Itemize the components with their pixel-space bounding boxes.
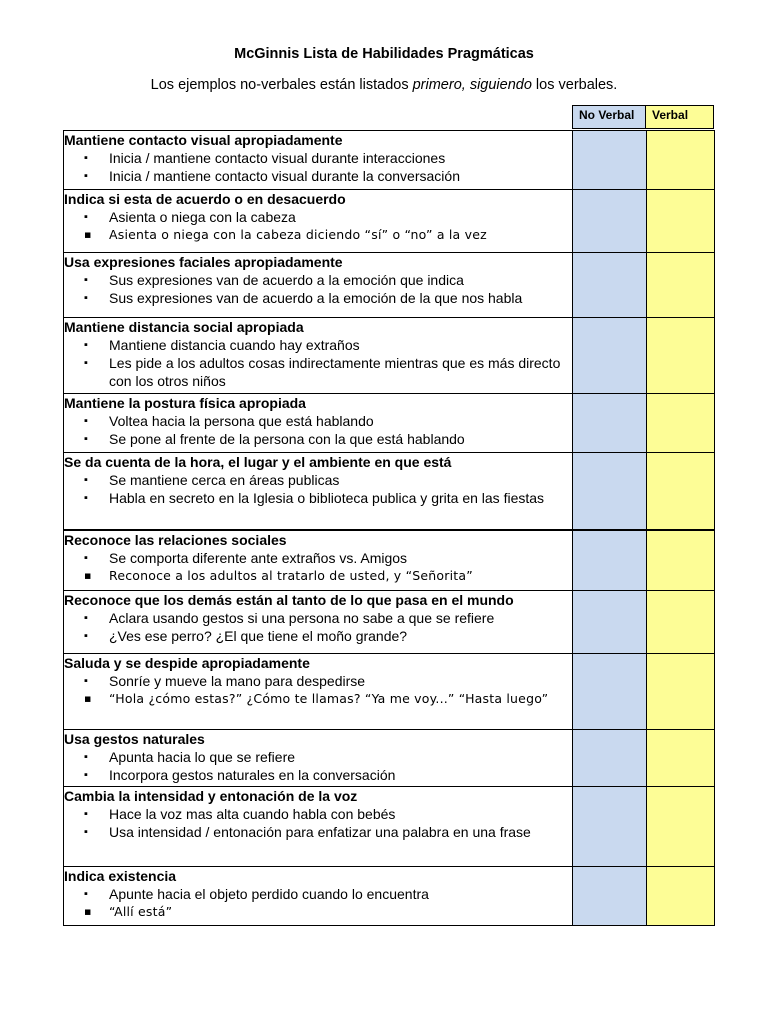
example-list <box>64 271 572 307</box>
skill-cell <box>64 591 573 654</box>
verbal-check-cell[interactable] <box>647 190 715 253</box>
example-item: ▪ Sus expresiones van de acuerdo a la emoción de la que nos habla <box>64 289 572 307</box>
nonverbal-check-cell[interactable] <box>573 730 647 787</box>
skill-title: Mantiene contacto visual apropiadamente <box>64 132 343 148</box>
example-item: ▪ Reconoce a los adultos al tratarlo de usted, y “Señorita” <box>64 567 572 585</box>
nonverbal-check-cell[interactable] <box>573 131 647 190</box>
example-list <box>64 672 572 708</box>
skill-cell <box>64 730 573 787</box>
nonverbal-check-cell[interactable] <box>573 530 647 591</box>
skill-title: Indica si esta de acuerdo o en desacuerdo <box>64 191 346 207</box>
skill-row <box>64 530 715 591</box>
skill-title: Reconoce las relaciones sociales <box>64 531 287 548</box>
skill-row <box>64 453 715 530</box>
nonverbal-check-cell[interactable] <box>573 867 647 926</box>
example-item: ▪ Hace la voz mas alta cuando habla con bebés <box>64 805 572 823</box>
nonverbal-check-cell[interactable] <box>573 591 647 654</box>
subtitle-emphasis: primero, siguiendo <box>412 77 532 93</box>
skill-title: Mantiene distancia social apropiada <box>64 319 304 335</box>
example-item: ▪ ¿Ves ese perro? ¿El que tiene el moño grande? <box>64 627 572 645</box>
example-item: ▪ Mantiene distancia cuando hay extraños <box>64 336 572 354</box>
example-list <box>64 471 572 507</box>
example-list <box>64 208 572 244</box>
example-list <box>64 549 572 585</box>
nonverbal-check-cell[interactable] <box>573 787 647 867</box>
nonverbal-check-cell[interactable] <box>573 453 647 530</box>
verbal-check-cell[interactable] <box>647 318 715 394</box>
example-list <box>64 336 572 390</box>
example-item: ▪ Inicia / mantiene contacto visual durante interacciones <box>64 149 572 167</box>
example-item: ▪ Incorpora gestos naturales en la conversación <box>64 766 572 784</box>
nonverbal-check-cell[interactable] <box>573 190 647 253</box>
skill-row <box>64 867 715 926</box>
example-item: ▪ Inicia / mantiene contacto visual durante la conversación <box>64 167 572 185</box>
skill-cell <box>64 867 573 926</box>
example-list <box>64 149 572 185</box>
subtitle-text-start: Los ejemplos no-verbales están listados <box>150 77 413 93</box>
skill-title: Usa gestos naturales <box>64 731 205 747</box>
example-item: ▪ Voltea hacia la persona que está hablando <box>64 412 572 430</box>
verbal-check-cell[interactable] <box>647 730 715 787</box>
example-item: ▪ Usa intensidad / entonación para enfatizar una palabra en una frase <box>64 823 572 841</box>
column-header-verbal: Verbal <box>646 105 714 129</box>
skill-row <box>64 787 715 867</box>
example-item: ▪ Aclara usando gestos si una persona no sabe a que se refiere <box>64 609 572 627</box>
skills-table <box>63 130 715 926</box>
skill-cell <box>64 131 573 190</box>
skill-row <box>64 253 715 318</box>
document-title: McGinnis Lista de Habilidades Pragmáticas <box>234 46 534 62</box>
verbal-check-cell[interactable] <box>647 654 715 730</box>
skill-title: Usa expresiones faciales apropiadamente <box>64 254 343 270</box>
example-list <box>64 885 572 921</box>
nonverbal-check-cell[interactable] <box>573 318 647 394</box>
example-list <box>64 609 572 645</box>
nonverbal-check-cell[interactable] <box>573 654 647 730</box>
skill-cell <box>64 253 573 318</box>
verbal-check-cell[interactable] <box>647 591 715 654</box>
skill-row <box>64 591 715 654</box>
example-list <box>64 412 572 448</box>
column-header-nonverbal: No Verbal <box>572 105 646 129</box>
verbal-check-cell[interactable] <box>647 131 715 190</box>
skill-row <box>64 190 715 253</box>
skill-cell <box>64 190 573 253</box>
skill-row <box>64 318 715 394</box>
skill-cell <box>64 787 573 867</box>
example-item: ▪ Se comporta diferente ante extraños vs. Amigos <box>64 549 572 567</box>
example-item: ▪ Les pide a los adultos cosas indirectamente mientras que es más directo con los otros niños <box>64 354 572 390</box>
skill-title: Mantiene la postura física apropiada <box>64 395 306 411</box>
skill-cell <box>64 654 573 730</box>
skill-title: Indica existencia <box>64 868 177 884</box>
example-item: ▪ Asienta o niega con la cabeza <box>64 208 572 226</box>
document-subtitle <box>0 77 768 93</box>
example-item: ▪ Sus expresiones van de acuerdo a la emoción que indica <box>64 271 572 289</box>
skill-row <box>64 730 715 787</box>
verbal-check-cell[interactable] <box>647 453 715 530</box>
verbal-check-cell[interactable] <box>647 867 715 926</box>
skill-title: Se da cuenta de la hora, el lugar y el ambiente en que está <box>64 454 452 470</box>
nonverbal-check-cell[interactable] <box>573 394 647 453</box>
skill-cell <box>64 394 573 453</box>
example-item: ▪ Apunta hacia lo que se refiere <box>64 748 572 766</box>
subtitle-text-end: los verbales. <box>531 77 618 93</box>
skill-row <box>64 394 715 453</box>
verbal-check-cell[interactable] <box>647 394 715 453</box>
example-list <box>64 805 572 841</box>
skill-cell <box>64 318 573 394</box>
example-list <box>64 748 572 784</box>
example-item: ▪ Habla en secreto en la Iglesia o biblioteca publica y grita en las fiestas <box>64 489 572 507</box>
verbal-check-cell[interactable] <box>647 787 715 867</box>
example-item: ▪ Se mantiene cerca en áreas publicas <box>64 471 572 489</box>
nonverbal-check-cell[interactable] <box>573 253 647 318</box>
example-item: ▪ Sonríe y mueve la mano para despedirse <box>64 672 572 690</box>
skill-cell <box>64 453 573 530</box>
example-item: ▪ “Hola ¿cómo estas?” ¿Cómo te llamas? “Ya me voy...” “Hasta luego” <box>64 690 572 708</box>
example-item: ▪ “Allí está” <box>64 903 572 921</box>
example-item: ▪ Se pone al frente de la persona con la que está hablando <box>64 430 572 448</box>
skill-title: Reconoce que los demás están al tanto de lo que pasa en el mundo <box>64 592 514 608</box>
example-item: ▪ Asienta o niega con la cabeza diciendo “sí” o “no” a la vez <box>64 226 572 244</box>
skill-row <box>64 654 715 730</box>
skill-row <box>64 131 715 190</box>
skill-title: Cambia la intensidad y entonación de la voz <box>64 788 358 804</box>
verbal-check-cell[interactable] <box>647 253 715 318</box>
skill-title: Saluda y se despide apropiadamente <box>64 655 310 671</box>
skill-cell <box>64 530 573 591</box>
verbal-check-cell[interactable] <box>647 530 715 591</box>
example-item: ▪ Apunte hacia el objeto perdido cuando lo encuentra <box>64 885 572 903</box>
